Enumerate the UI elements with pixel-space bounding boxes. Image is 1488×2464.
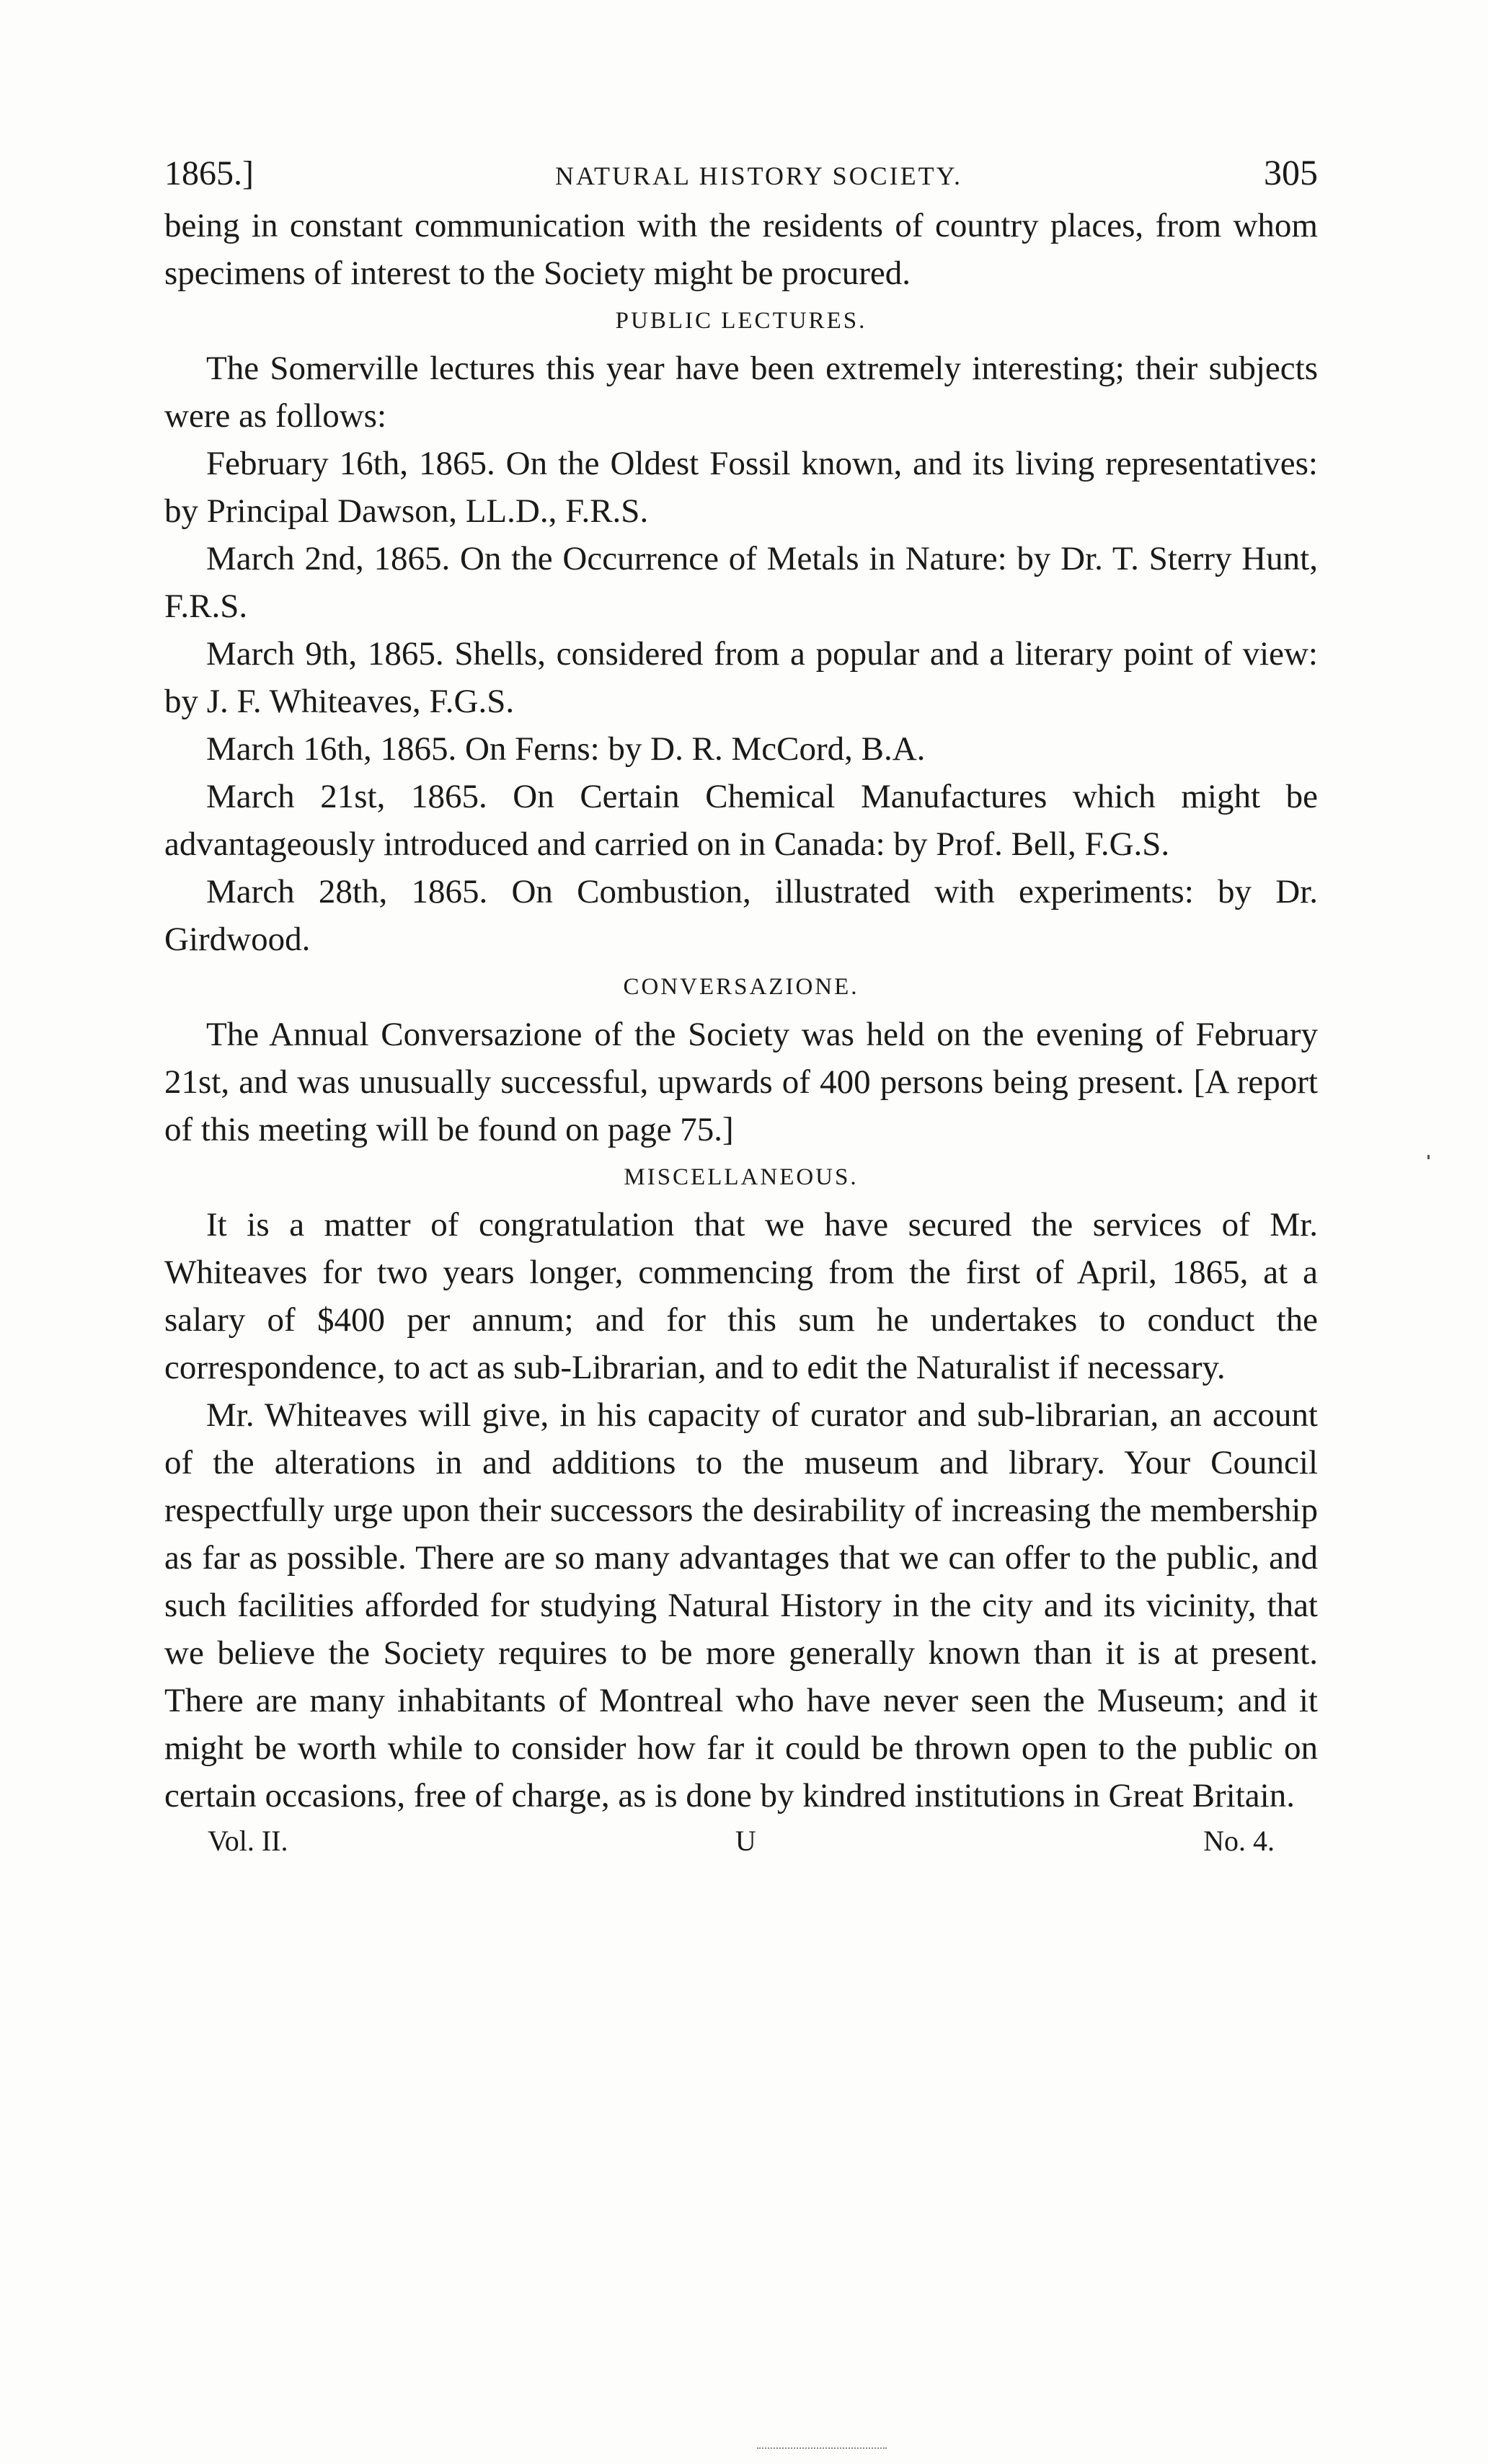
section-heading-conversazione: CONVERSAZIONE. — [623, 974, 859, 1000]
margin-mark — [1427, 1155, 1430, 1159]
miscellaneous-paragraph: It is a matter of congratulation that we have secured the services of Mr. Whiteaves for two years longer, commencing from the first of April, 1865, at a salary of $400 per annum; and for this sum he undertakes to conduct the correspondence, to act as sub-Librarian, and to edit the Naturalist if necessary. — [164, 1206, 1318, 1386]
footer-number: No. 4. — [1203, 1825, 1275, 1857]
lecture-item: March 2nd, 1865. On the Occurrence of Metals in Nature: by Dr. T. Sterry Hunt, F.R.S. — [164, 540, 1318, 625]
section-heading-miscellaneous: MISCELLANEOUS. — [624, 1164, 859, 1190]
page-footer — [164, 1824, 1318, 1858]
lecture-item: March 9th, 1865. Shells, considered from a popular and a literary point of view: by J. F. Whiteaves, F.G.S. — [164, 635, 1318, 720]
header-year: 1865.] — [164, 154, 254, 192]
lecture-item: March 16th, 1865. On Ferns: by D. R. McCord, B.A. — [206, 730, 926, 768]
document-page — [164, 151, 1318, 1858]
lecture-item: February 16th, 1865. On the Oldest Fossil known, and its living representatives: by Principal Dawson, LL.D., F.R.S. — [164, 445, 1318, 530]
header-title: NATURAL HISTORY SOCIETY. — [554, 161, 963, 190]
intro-paragraph: being in constant communication with the residents of country places, from whom specimens of interest to the Society might be procured. — [164, 207, 1318, 292]
conversazione-paragraph: The Annual Conversazione of the Society was held on the evening of February 21st, and was unusually successful, upwards of 400 persons being present. [A report of this meeting will be found on page 75.] — [164, 1016, 1318, 1148]
bottom-scan-artifact — [757, 2447, 887, 2450]
body-text — [164, 202, 1318, 1820]
lectures-intro: The Somerville lectures this year have been extremely interesting; their subjects were as follows: — [164, 350, 1318, 435]
footer-signature: U — [735, 1825, 756, 1857]
lecture-item: March 28th, 1865. On Combustion, illustrated with experiments: by Dr. Girdwood. — [164, 873, 1318, 958]
page-number: 305 — [1263, 152, 1318, 192]
lecture-item: March 21st, 1865. On Certain Chemical Manufactures which might be advantageously introduced and carried on in Canada: by Prof. Bell, F.G.S. — [164, 778, 1318, 863]
footer-volume: Vol. II. — [208, 1825, 288, 1857]
miscellaneous-paragraph: Mr. Whiteaves will give, in his capacity of curator and sub-librarian, an account of the alterations in and additions to the museum and library. Your Council respectfully urge upon their successors the desirability of increasing the membership as far as possible. There are so many advantages that we can offer to the public, and such facilities afforded for studying Natural History in the city and its vicinity, that we believe the Society requires to be more generally known than it is at present. There are many inhabitants of Montreal who have never seen the Museum; and it might be worth while to consider how far it could be thrown open to the public on certain occasions, free of charge, as is done by kindred institutions in Great Britain. — [164, 1396, 1318, 1814]
section-heading-public-lectures: PUBLIC LECTURES. — [615, 308, 867, 334]
running-head — [164, 151, 1318, 202]
